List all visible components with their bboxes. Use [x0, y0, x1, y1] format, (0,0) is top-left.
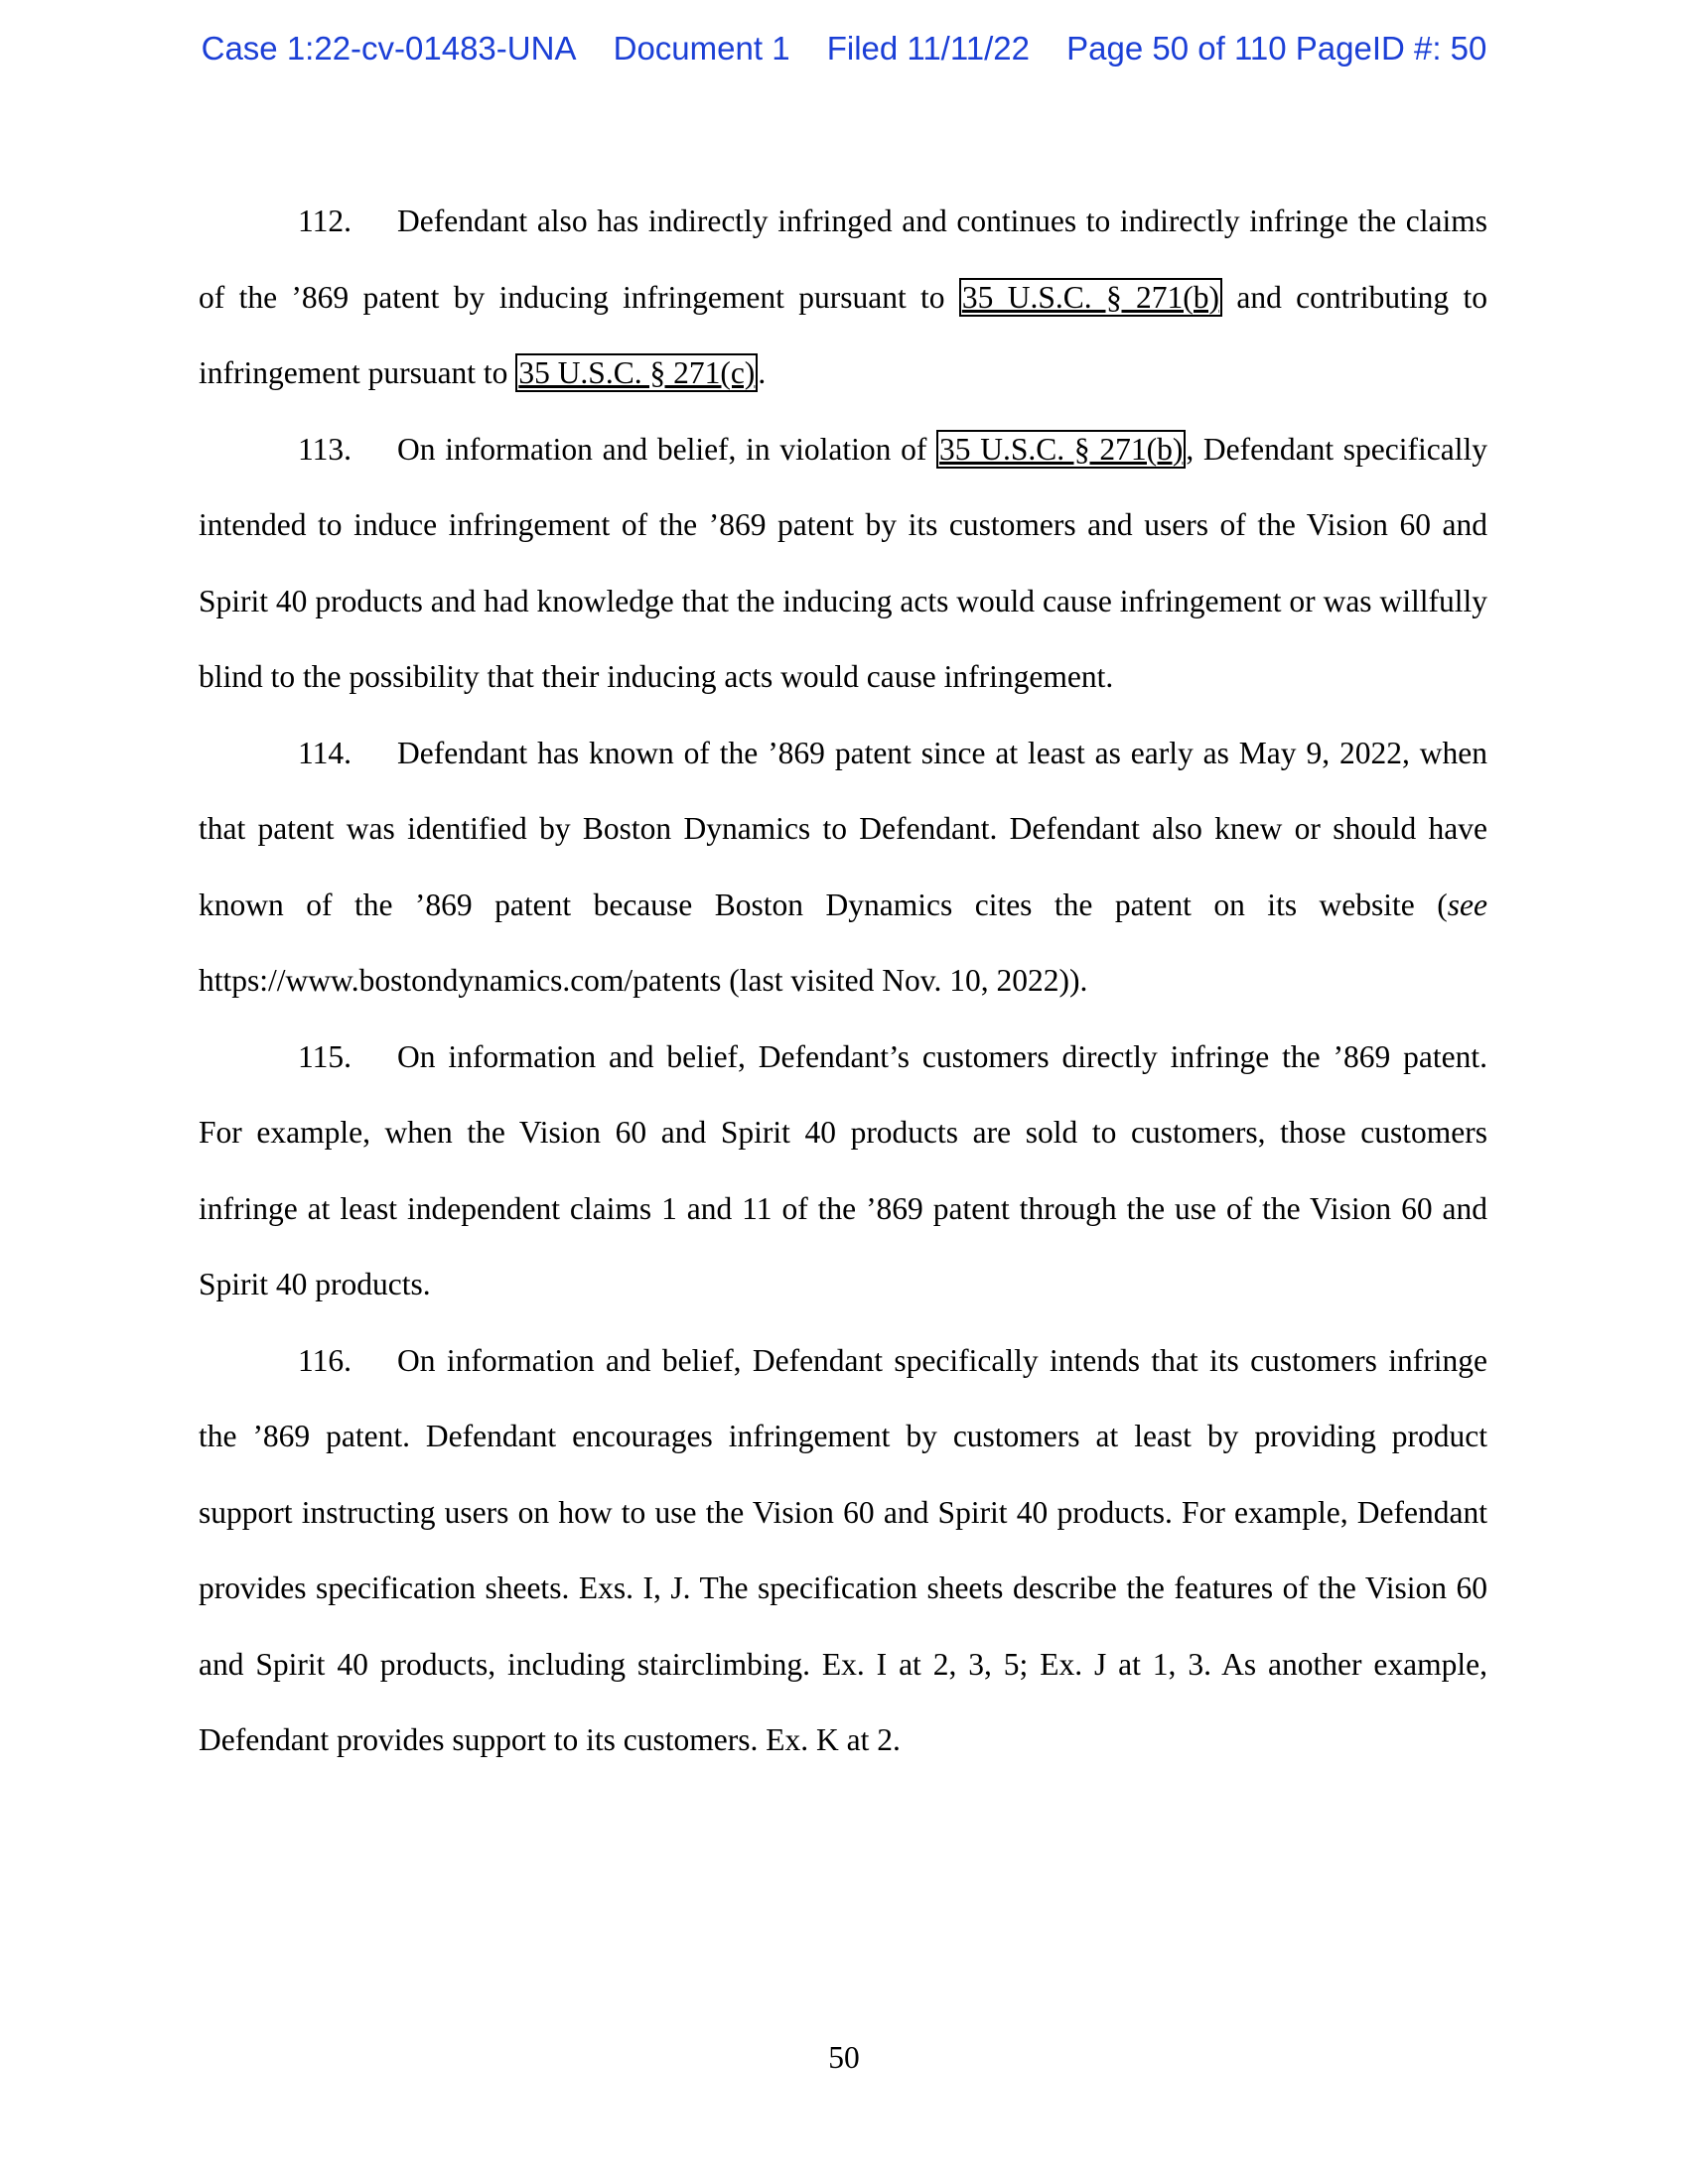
page-id: Page 50 of 110 PageID #: 50 [1066, 30, 1487, 67]
paragraph-text: On information and belief, in violation of [397, 431, 937, 467]
paragraph-number: 114. [298, 735, 352, 770]
paragraph-text: On information and belief, Defendant’s customers directly infringe the ’869 patent. For example, when the Vision 60 and Spirit 40 products are sold to customers, those customers infringe at least independent claims 1 and 11 of the ’869 patent through the use of the Vision 60 and Spirit 40 products. [199, 1038, 1487, 1301]
case-number: Case 1:22-cv-01483-UNA [201, 30, 577, 67]
paragraph-text: Defendant also has indirectly infringed and continues to indirectly infringe the claims of the ’869 patent by inducing infringement pursuant to [199, 204, 1487, 315]
paragraph-text: and contributing to infringement pursuant to [199, 279, 1487, 390]
statute-citation-link[interactable]: 35 U.S.C. § 271(c) [515, 353, 758, 392]
paragraph-number: 116. [298, 1342, 352, 1378]
paragraph-text: Defendant has known of the ’869 patent since at least as early as May 9, 2022, when that patent was identified by Boston Dynamics to Defendant. Defendant also knew or should have known of the ’869 patent because Boston Dynamics cites the patent on its website ( [199, 735, 1487, 922]
paragraph-112 [199, 184, 1487, 412]
paragraph-text: https://www.bostondynamics.com/patents (last visited Nov. 10, 2022)). [199, 963, 1088, 998]
paragraph-113 [199, 412, 1487, 716]
paragraph-number: 112. [298, 204, 352, 238]
paragraph-number: 113. [298, 431, 352, 467]
filed-date: Filed 11/11/22 [826, 30, 1030, 67]
document-body [199, 184, 1487, 1779]
paragraph-text: On information and belief, Defendant specifically intends that its customers infringe the ’869 patent. Defendant encourages infringement by customers at least by providing product support instructing users on how to use the Vision 60 and Spirit 40 products. For example, Defendant provides specification sheets. Exs. I, J. The specification sheets describe the features of the Vision 60 and Spirit 40 products, including stairclimbing. Ex. I at 2, 3, 5; Ex. J at 1, 3. As another example, Defendant provides support to its customers. Ex. K at 2. [199, 1342, 1487, 1757]
paragraph-text: . [758, 355, 767, 390]
paragraph-115 [199, 1020, 1487, 1323]
filing-header [0, 30, 1688, 68]
signal-word-see: see [1447, 887, 1487, 922]
page-number: 50 [828, 2040, 860, 2075]
paragraph-number: 115. [298, 1038, 352, 1074]
document-number: Document 1 [613, 30, 790, 67]
paragraph-114 [199, 716, 1487, 1020]
paragraph-text: , Defendant specifically intended to induce infringement of the ’869 patent by its customers and users of the Vision 60 and Spirit 40 products and had knowledge that the inducing acts would cause infringement or was willfully blind to the possibility that their inducing acts would cause infringement. [199, 431, 1487, 694]
statute-citation-link[interactable]: 35 U.S.C. § 271(b) [936, 430, 1186, 469]
paragraph-116 [199, 1323, 1487, 1779]
statute-citation-link[interactable]: 35 U.S.C. § 271(b) [959, 278, 1222, 317]
